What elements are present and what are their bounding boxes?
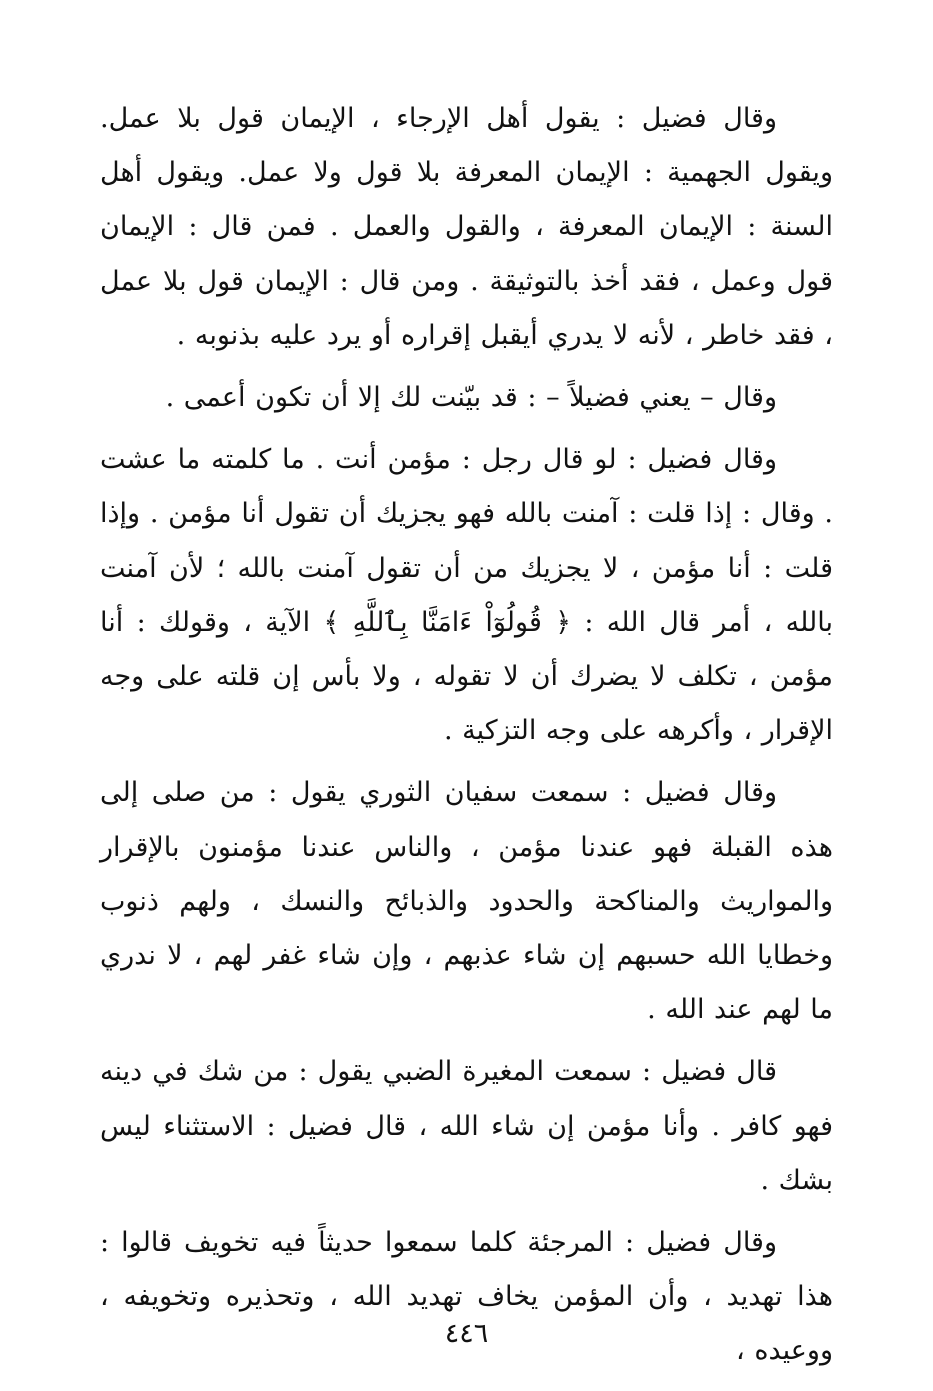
paragraph-6: وقال فضيل : المرجئة كلما سمعوا حديثاً فيه تخويف قالوا : هذا تهديد ، وأن المؤمن يخاف تهديد الله ، وتحذيره وتخويفه ، ووعيده ، — [100, 1227, 833, 1367]
paragraph-1: وقال فضيل : يقول أهل الإرجاء ، الإيمان قول بلا عمل. ويقول الجهمية : الإيمان المعرفة بلا قول ولا عمل. ويقول أهل السنة : الإيمان المعرفة ، والقول والعمل . فمن قال : الإيمان قول وعمل ، فقد أخذ بالتوثيقة . ومن قال : الإيمان قول بلا عمل ، فقد خاطر ، لأنه لا يدري أيقبل إقراره أو يرد عليه بذنوبه . — [100, 103, 833, 351]
paragraph-2: وقال – يعني فضيلاً – : قد بيّنت لك إلا أن تكون أعمى . — [165, 382, 777, 414]
paragraph-3: وقال فضيل : لو قال رجل : مؤمن أنت . ما كلمته ما عشت . وقال : إذا قلت : آمنت بالله فهو يجزيك أن تقول أنا مؤمن . وإذا قلت : أنا مؤمن ، لا يجزيك من أن تقول آمنت بالله ؛ لأن آمنت بالله ، أمر قال الله : ﴿ قُولُوٓاْ ءَامَنَّا بِٱللَّهِ ﴾ الآية ، وقولك : أنا مؤمن ، تكلف لا يضرك أن لا تقوله ، ولا بأس إن قلته على وجه الإقرار ، وأكرهه على وجه التزكية . — [100, 444, 833, 747]
body-text — [100, 92, 833, 1387]
page-number: ٤٤٦ — [444, 1318, 489, 1349]
paragraph-4: وقال فضيل : سمعت سفيان الثوري يقول : من صلى إلى هذه القبلة فهو عندنا مؤمن ، والناس عندنا مؤمنون بالإقرار والمواريث والمناكحة والحدود والذبائح والنسك ، ولهم ذنوب وخطايا الله حسبهم إن شاء عذبهم ، وإن شاء غفر لهم ، لا ندري ما لهم عند الله . — [100, 777, 833, 1026]
paragraph-5: قال فضيل : سمعت المغيرة الضبي يقول : من شك في دينه فهو كافر . وأنا مؤمن إن شاء الله ، قال فضيل : الاستثناء ليس بشك . — [100, 1056, 833, 1196]
